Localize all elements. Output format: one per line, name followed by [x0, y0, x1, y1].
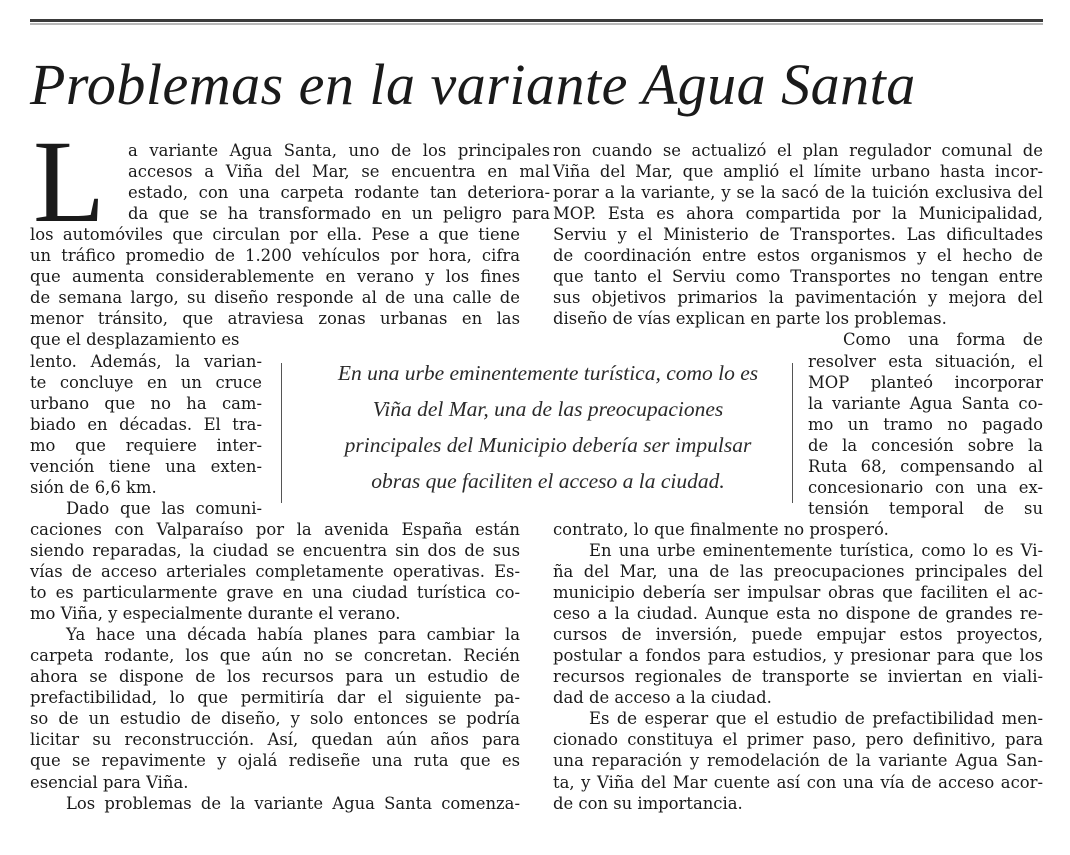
body-text-line: prefactibilidad, lo que permitiría dar el siguiente pa-	[30, 688, 520, 708]
body-text-line: que el desplazamiento es	[30, 330, 240, 350]
header-rule	[30, 19, 1043, 22]
header-rule-shadow	[30, 23, 1043, 25]
body-text-line: sus objetivos primarios la pavimentación y mejora del	[553, 288, 1043, 308]
body-text-line: los automóviles que circulan por ella. Pese a que tiene	[30, 225, 520, 245]
body-text-line: de la concesión sobre la	[808, 435, 1043, 455]
body-text-line: MOP. Esta es ahora compartida por la Municipalidad,	[553, 204, 1043, 224]
pull-quote-line: Viña del Mar, una de las preocupaciones	[372, 397, 724, 421]
body-text-line: licitar su reconstrucción. Así, quedan aún años para	[30, 730, 520, 750]
body-text-line: esencial para Viña.	[30, 772, 189, 792]
body-text-line: lento. Además, la varian-	[30, 351, 262, 371]
body-text-line: tensión temporal de su	[808, 498, 1043, 518]
body-text-line: accesos a Viña del Mar, se encuentra en mal	[128, 162, 550, 182]
body-text-line: En una urbe eminentemente turística, como lo es Vi-	[589, 540, 1043, 560]
body-text-line: Ya hace una década había planes para cambiar la	[66, 625, 520, 645]
body-text-line: que se repavimente y ojalá rediseñe una ruta que es	[30, 751, 520, 771]
body-text-line: sión de 6,6 km.	[30, 477, 157, 497]
body-text-line: mo que requiere inter-	[30, 435, 262, 455]
body-text-line: contrato, lo que finalmente no prosperó.	[553, 519, 889, 539]
body-text-line: recursos regionales de transporte se inviertan en viali-	[553, 667, 1043, 687]
body-text-line: un tráfico promedio de 1.200 vehículos por hora, cifra	[30, 246, 520, 266]
body-text-line: porar a la variante, y se la sacó de la tuición exclusiva del	[553, 183, 1043, 203]
body-text-line: Viña del Mar, que amplió el límite urbano hasta incor-	[553, 162, 1043, 182]
body-text-line: una reparación y remodelación de la variante Agua San-	[553, 751, 1043, 771]
body-text-line: caciones con Valparaíso por la avenida España están	[30, 519, 520, 539]
drop-cap: L	[33, 116, 106, 247]
body-text-line: biado en décadas. El tra-	[30, 414, 262, 434]
body-text-line: vención tiene una exten-	[30, 456, 262, 476]
body-text-line: carpeta rodante, los que aún no se concretan. Recién	[30, 646, 520, 666]
body-text-line: la variante Agua Santa co-	[808, 393, 1043, 413]
body-text-line: concesionario con una ex-	[808, 477, 1043, 497]
body-text-line: dad de acceso a la ciudad.	[553, 688, 772, 708]
body-text-line: Como una forma de	[843, 330, 1043, 350]
body-text-line: ron cuando se actualizó el plan regulador comunal de	[553, 141, 1043, 160]
body-text-line: vías de acceso arteriales completamente operativas. Es-	[30, 562, 520, 581]
body-text-line: cionado constituya el primer paso, pero definitivo, para	[553, 730, 1043, 750]
body-text-line: da que se ha transformado en un peligro para	[128, 204, 550, 224]
body-text-line: so de un estudio de diseño, y solo entonces se podría	[30, 709, 520, 729]
body-text-line: municipio debería ser impulsar obras que faciliten el ac-	[553, 583, 1043, 603]
body-text-line: cursos de inversión, puede empujar estos proyectos,	[553, 625, 1043, 645]
body-text-line: te concluye en un cruce	[30, 372, 262, 392]
body-text-line: ceso a la ciudad. Aunque esta no dispone de grandes re-	[553, 604, 1043, 624]
pull-quote-line: En una urbe eminentemente turística, como lo es	[337, 361, 759, 385]
body-text-line: Dado que las comuni-	[66, 498, 262, 518]
body-text-line: ta, y Viña del Mar cuente así con una vía de acceso acor-	[553, 772, 1043, 792]
body-text-line: de semana largo, su diseño responde al de una calle de	[30, 288, 520, 308]
body-text-line: ña del Mar, una de las preocupaciones principales del	[553, 562, 1043, 581]
body-text-line: postular a fondos para estudios, y presionar para que los	[553, 646, 1043, 666]
body-text-line: menor tránsito, que atraviesa zonas urbanas en las	[30, 309, 520, 329]
body-text-line: estado, con una carpeta rodante tan deteriora-	[128, 183, 550, 203]
body-text-line: de con su importancia.	[553, 793, 743, 813]
body-text-line: siendo reparadas, la ciudad se encuentra sin dos de sus	[30, 540, 520, 560]
body-text-line: ahora se dispone de los recursos para un estudio de	[30, 667, 520, 687]
pull-quote-left-rule	[281, 363, 282, 503]
body-text-line: que aumenta considerablemente en verano y los fines	[30, 267, 520, 287]
body-text-line: a variante Agua Santa, uno de los principales	[128, 141, 550, 160]
article-title: Problemas en la variante Agua Santa	[30, 52, 916, 117]
body-text-line: de coordinación entre estos organismos y el hecho de	[553, 246, 1043, 266]
body-text-line: MOP planteó incorporar	[808, 372, 1043, 392]
body-text-line: Serviu y el Ministerio de Transportes. Las dificultades	[553, 225, 1043, 245]
body-text-line: mo un tramo no pagado	[808, 414, 1043, 434]
body-text-line: Es de esperar que el estudio de prefactibilidad men-	[589, 709, 1043, 729]
pull-quote-line: principales del Municipio debería ser impulsar	[344, 433, 752, 457]
body-text-line: Ruta 68, compensando al	[808, 456, 1043, 476]
body-text-line: urbano que no ha cam-	[30, 393, 262, 413]
pull-quote-line: obras que faciliten el acceso a la ciudad.	[371, 469, 725, 493]
body-text-line: diseño de vías explican en parte los problemas.	[553, 309, 947, 329]
body-text-line: Los problemas de la variante Agua Santa comenza-	[66, 793, 520, 813]
body-text-line: que tanto el Serviu como Transportes no tengan entre	[553, 267, 1043, 287]
body-text-line: mo Viña, y especialmente durante el verano.	[30, 604, 401, 624]
body-text-line: resolver esta situación, el	[808, 351, 1043, 371]
body-text-line: to es particularmente grave en una ciudad turística co-	[30, 583, 520, 603]
pull-quote	[300, 355, 796, 499]
